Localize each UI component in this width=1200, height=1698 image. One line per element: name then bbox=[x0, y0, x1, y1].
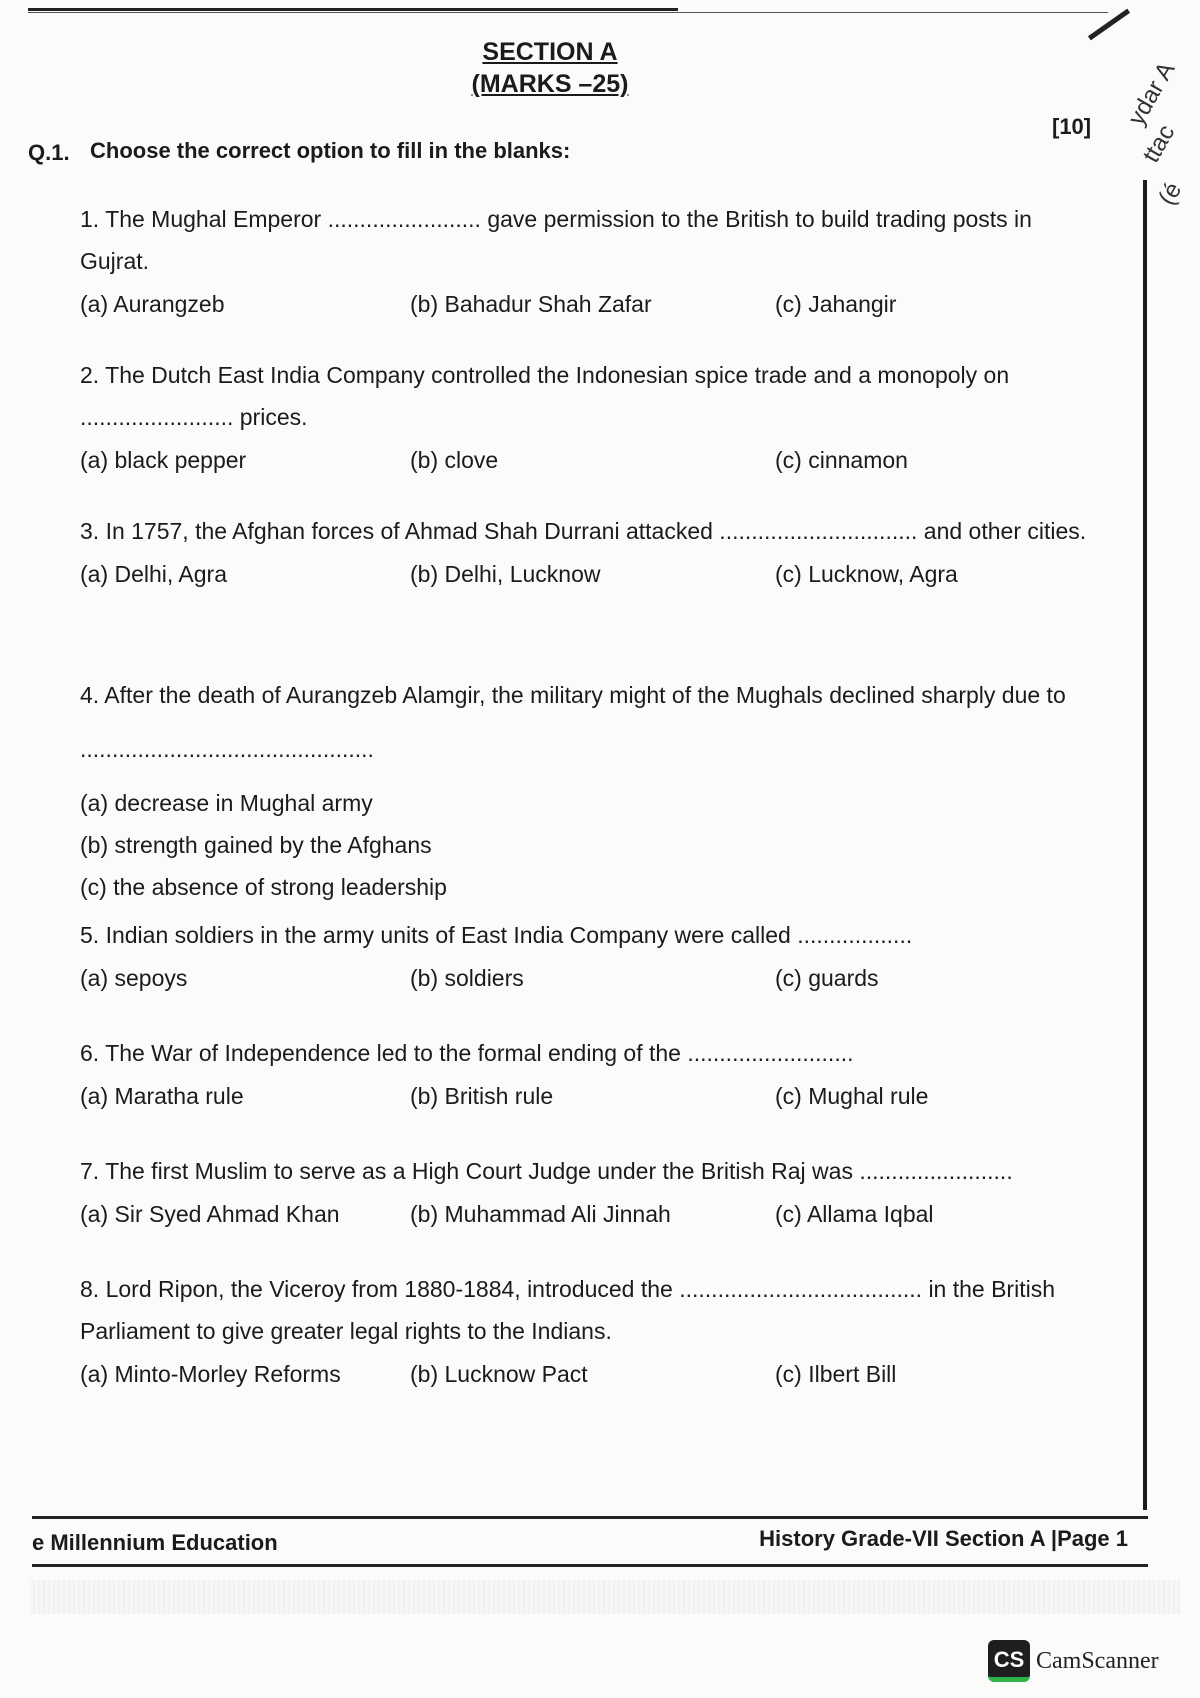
question-label: Q.1. bbox=[28, 140, 70, 165]
option-b: (b) Bahadur Shah Zafar bbox=[410, 290, 652, 317]
options-row bbox=[80, 1354, 1120, 1394]
options-row bbox=[80, 440, 1120, 480]
option-c: (c) Lucknow, Agra bbox=[775, 560, 958, 587]
option-a: (a) Delhi, Agra bbox=[80, 560, 228, 587]
option-b: (b) clove bbox=[410, 446, 499, 473]
question-instruction: Choose the correct option to fill in the blanks: bbox=[90, 138, 571, 163]
margin-note-2: ttac bbox=[1137, 120, 1181, 168]
question-item-7 bbox=[80, 1150, 1120, 1234]
option-a: (a) Maratha rule bbox=[80, 1082, 244, 1109]
options-row bbox=[80, 1194, 1120, 1234]
margin-note-1: ydar A bbox=[1122, 57, 1181, 130]
option-a: (a) Sir Syed Ahmad Khan bbox=[80, 1200, 340, 1227]
right-border-line bbox=[1143, 180, 1147, 1510]
option-b: (b) Lucknow Pact bbox=[410, 1360, 588, 1387]
question-stem: 8. Lord Ripon, the Viceroy from 1880-1884, introduced the ...................................... in the British Parliament to give greater legal rights to the Indians. bbox=[80, 1276, 1055, 1344]
option-a: (a) Minto-Morley Reforms bbox=[80, 1360, 341, 1387]
top-rule bbox=[28, 8, 678, 11]
options-row bbox=[80, 554, 1120, 594]
footer-rule-bottom bbox=[32, 1564, 1148, 1567]
option-b: (b) British rule bbox=[410, 1082, 554, 1109]
option-c: (c) cinnamon bbox=[775, 446, 908, 473]
section-title: SECTION A bbox=[482, 38, 618, 66]
margin-note-3: (é bbox=[1153, 177, 1188, 210]
option-c: (c) Mughal rule bbox=[775, 1082, 929, 1109]
options-row bbox=[80, 958, 1120, 998]
question-item-8 bbox=[80, 1268, 1120, 1394]
top-rule-thin bbox=[28, 12, 1108, 13]
footer-rule-top bbox=[32, 1516, 1148, 1519]
footer-school: e Millennium Education bbox=[32, 1530, 278, 1555]
options-row bbox=[80, 284, 1120, 324]
option-b: (b) strength gained by the Afghans bbox=[80, 832, 432, 858]
option-c: (c) Jahangir bbox=[775, 290, 897, 317]
camscanner-logo-icon: CS bbox=[988, 1640, 1030, 1682]
option-a: (a) black pepper bbox=[80, 446, 247, 473]
question-stem: 1. The Mughal Emperor ........................ gave permission to the British to build trading posts in Gujrat. bbox=[80, 206, 1032, 274]
question-stem: 5. Indian soldiers in the army units of East India Company were called .................. bbox=[80, 922, 913, 948]
option-a: (a) Aurangzeb bbox=[80, 290, 225, 317]
question-stem: 3. In 1757, the Afghan forces of Ahmad Shah Durrani attacked ............................... and other cities. bbox=[80, 518, 1087, 544]
option-a: (a) sepoys bbox=[80, 964, 188, 991]
options-row bbox=[80, 1076, 1120, 1116]
option-c: (c) guards bbox=[775, 964, 879, 991]
pen-mark bbox=[1088, 9, 1130, 41]
option-c: (c) the absence of strong leadership bbox=[80, 874, 447, 900]
option-c: (c) Ilbert Bill bbox=[775, 1360, 897, 1387]
scan-noise bbox=[30, 1580, 1180, 1614]
question-stem: 7. The first Muslim to serve as a High Court Judge under the British Raj was ........................ bbox=[80, 1158, 1013, 1184]
footer-page-info: History Grade-VII Section A |Page 1 bbox=[759, 1526, 1128, 1551]
question-stem: 6. The War of Independence led to the formal ending of the .......................... bbox=[80, 1040, 854, 1066]
question-stem: 2. The Dutch East India Company controlled the Indonesian spice trade and a monopoly on ........................ prices. bbox=[80, 362, 1010, 430]
option-c: (c) Allama Iqbal bbox=[775, 1200, 934, 1227]
question-item-3 bbox=[80, 510, 1120, 594]
question-item-2 bbox=[80, 354, 1120, 480]
camscanner-watermark: CamScanner bbox=[1036, 1648, 1159, 1674]
option-b: (b) Muhammad Ali Jinnah bbox=[410, 1200, 671, 1227]
option-a: (a) decrease in Mughal army bbox=[80, 790, 373, 816]
question-marks: [10] bbox=[1052, 114, 1092, 139]
option-b: (b) soldiers bbox=[410, 964, 524, 991]
section-marks: (MARKS –25) bbox=[471, 70, 629, 98]
question-item-5 bbox=[80, 914, 1120, 998]
question-item-4 bbox=[80, 668, 1120, 908]
question-stem: 4. After the death of Aurangzeb Alamgir, the military might of the Mughals declined sharply due to .............................................. bbox=[80, 682, 1066, 762]
question-item-1 bbox=[80, 198, 1120, 324]
options-column bbox=[80, 782, 1120, 908]
question-item-6 bbox=[80, 1032, 1120, 1116]
option-b: (b) Delhi, Lucknow bbox=[410, 560, 601, 587]
